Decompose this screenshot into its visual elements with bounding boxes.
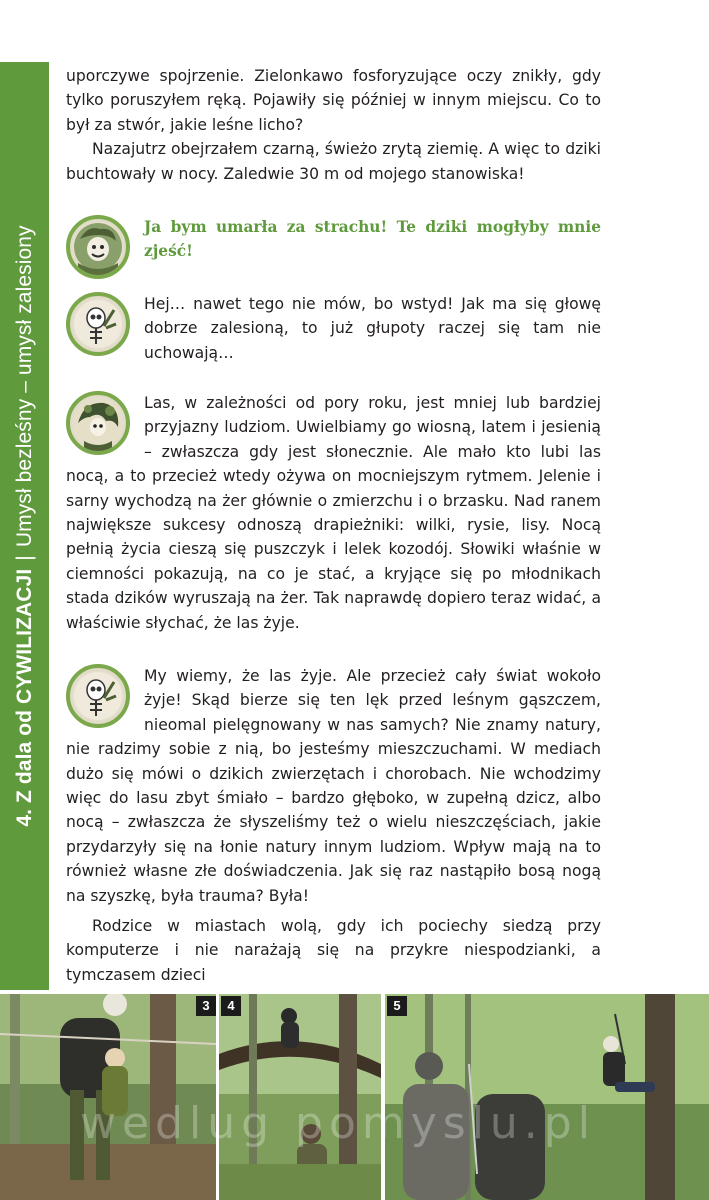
outro-text [66,914,601,987]
chapter-name: 4. Z dala od CYWILIZACJI [12,568,36,827]
chapter-separator: | [12,555,36,561]
chapter-subtitle: Umysł bezleśny – umysł zalesiony [12,225,36,548]
photo-badge: 4 [221,996,241,1016]
dialog-girl [66,215,601,283]
photo-strip [0,994,709,1200]
chapter-title [13,225,37,826]
forest-photo-image [0,994,216,1200]
intro-text [66,64,601,186]
dialog-text: Hej… nawet tego nie mów, bo wstyd! Jak ma się głowę dobrze zalesioną, to już głupoty raczej się tam nie uchowają… [144,295,601,362]
paragraph: Rodzice w miastach wolą, gdy ich pociechy siedzą przy komputerze i nie narażają się na przykre niespodzianki, a tymczasem dzieci [66,917,601,984]
dialog-camo-man [66,391,601,635]
photo-4 [219,994,381,1200]
photo-5 [385,994,709,1200]
photo-badge: 5 [387,996,407,1016]
dialog-text: Ja bym umarła za strachu! Te dziki mogłyby mnie zjeść! [144,218,601,261]
photo-3 [0,994,216,1200]
skeleton-avatar-icon [66,292,130,356]
forest-photo-image [219,994,381,1200]
watermark: wedlug pomyslu.pl [80,1098,596,1149]
chapter-sidebar [0,62,49,990]
skeleton-avatar-icon [66,664,130,728]
camo-man-avatar-icon [66,391,130,455]
dialog-text: Las, w zależności od pory roku, jest mniej lub bardziej przyjazny ludziom. Uwielbiamy go wiosną, latem i jesienią – zwłaszcza gdy jest słonecznie. Ale mało kto lubi las nocą, a to przecież wtedy ożywa on mocniejszym rytmem. Jelenie i sarny wychodzą na żer głównie o zmierzchu i o brzasku. Nad ranem największe sukcesy odnoszą drapieżniki: wilki, rysie, lisy. Nocą pełnią życia cieszą się puszczyk i lelek kozodój. Słowiki właśnie w ciemności pokazują, na co je stać, a kryjące się po młodnikach stada dzików wyruszają na żer. Tak naprawdę dopiero teraz widać, a właściwie słychać, że las żyje. [66,394,601,632]
dialog-skeleton [66,292,601,365]
forest-photo-image [385,994,709,1200]
photo-badge: 3 [196,996,216,1016]
paragraph: uporczywe spojrzenie. Zielonkawo fosforyzujące oczy znikły, gdy tylko poruszyłem ręką. Pojawiły się później w innym miejscu. Co to był za stwór, jakie leśne licho? [66,67,601,134]
paragraph: Nazajutrz obejrzałem czarną, świeżo zrytą ziemię. A więc to dziki buchtowały w nocy. Zaledwie 30 m od mojego stanowiska! [66,140,601,183]
girl-camo-avatar-icon [66,215,130,279]
dialog-text: My wiemy, że las żyje. Ale przecież cały świat wokoło żyje! Skąd bierze się ten lęk przed leśnym gąszczem, nieomal pielęgnowany w nas samych? Nie znamy natury, nie radzimy sobie z nią, bo jesteśmy mieszczuchami. W mediach dużo się mówi o dzikich zwierzętach i chorobach. Nie wchodzimy więc do lasu zbyt śmiało – bardzo głęboko, w zupełną dzicz, albo nocą – zwłaszcza że słyszeliśmy też o wielu nieszczęściach, jakie przydarzyły się na łonie natury innym ludziom. Wpływ mają na to również własne złe doświadczenia. Jak się raz nastąpiło bosą nogą na szyszkę, była trauma? Była! [66,667,601,905]
dialog-skeleton-2 [66,664,601,908]
